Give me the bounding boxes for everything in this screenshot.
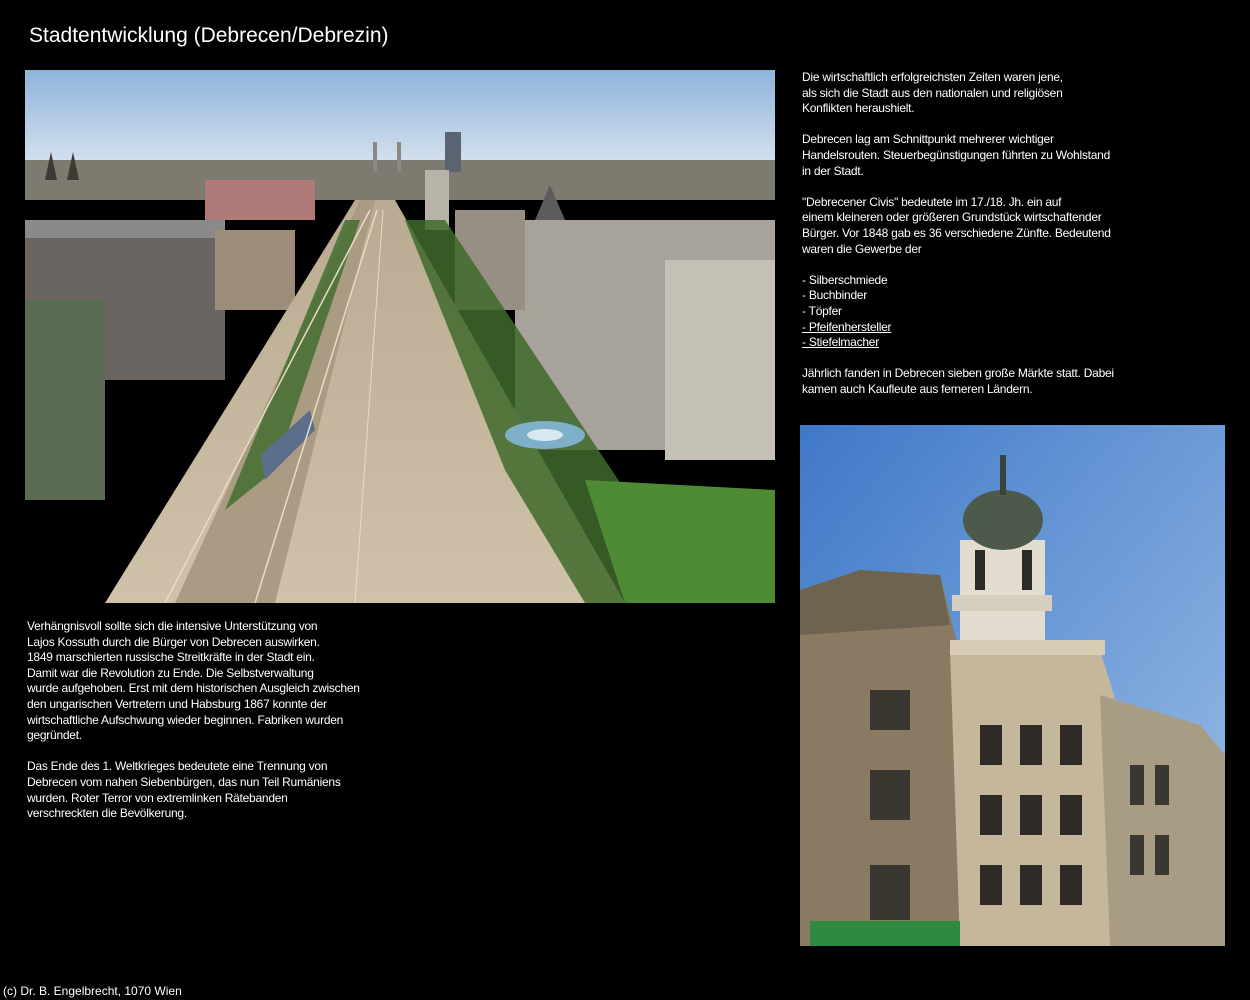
copyright-notice: (c) Dr. B. Engelbrecht, 1070 Wien: [3, 984, 182, 998]
stiefelmacher-link[interactable]: - Stiefelmacher: [802, 335, 879, 350]
left-paragraph-2: Das Ende des 1. Weltkrieges bedeutete eine Trennung von Debrecen vom nahen Siebenbürgen, das nun Teil Rumäniens wurden. Roter Terror von extremlinken Rätebanden verschreckten die Bevölkerung.: [27, 759, 341, 821]
right-paragraph-4: Jährlich fanden in Debrecen sieben große Märkte statt. Dabei kamen auch Kaufleute aus ferneren Ländern.: [802, 366, 1114, 396]
right-paragraph-3: "Debrecener Civis" bedeutete im 17./18. Jh. ein auf einem kleineren oder größeren Grundstück wirtschaftender Bürger. Vor 1848 gab es 36 verschiedene Zünfte. Bedeutend waren die Gewerbe der: [802, 194, 1111, 256]
left-text-column: [27, 619, 407, 837]
building-photo: [800, 425, 1225, 946]
left-paragraph-1: Verhängnisvoll sollte sich die intensive Unterstützung von Lajos Kossuth durch die Bürger von Debrecen auswirken. 1849 marschierten russische Streitkräfte in der Stadt ein. Damit war die Revolution zu Ende. Die Selbstverwaltung wurde aufgehoben. Erst mit dem historischen Ausgleich zwischen den ungarischen Vertretern und Habsburg 1867 konnte der wirtschaftliche Aufschwung wieder beginnen. Fabriken wurden gegründet.: [27, 619, 360, 743]
list-item: - Töpfer: [802, 303, 842, 318]
building-illustration: [800, 425, 1225, 946]
list-item-link[interactable]: [802, 335, 1162, 351]
right-paragraph-2: Debrecen lag am Schnittpunkt mehrerer wichtiger Handelsrouten. Steuerbegünstigungen führten zu Wohlstand in der Stadt.: [802, 132, 1111, 178]
list-item-link[interactable]: [802, 320, 1162, 336]
list-item: - Buchbinder: [802, 288, 868, 303]
trades-list: [802, 273, 1162, 351]
pfeifenhersteller-link[interactable]: - Pfeifenhersteller: [802, 319, 892, 334]
page-title: Stadtentwicklung (Debrecen/Debrezin): [29, 24, 389, 47]
right-paragraph-1: Die wirtschaftlich erfolgreichsten Zeiten waren jene, als sich die Stadt aus den nationalen und religiösen Konflikten heraushielt.: [802, 70, 1063, 116]
right-text-column: [802, 70, 1162, 413]
city-aerial-photo: [25, 70, 775, 603]
list-item: - Silberschmiede: [802, 272, 888, 287]
city-aerial-illustration: [25, 70, 775, 603]
